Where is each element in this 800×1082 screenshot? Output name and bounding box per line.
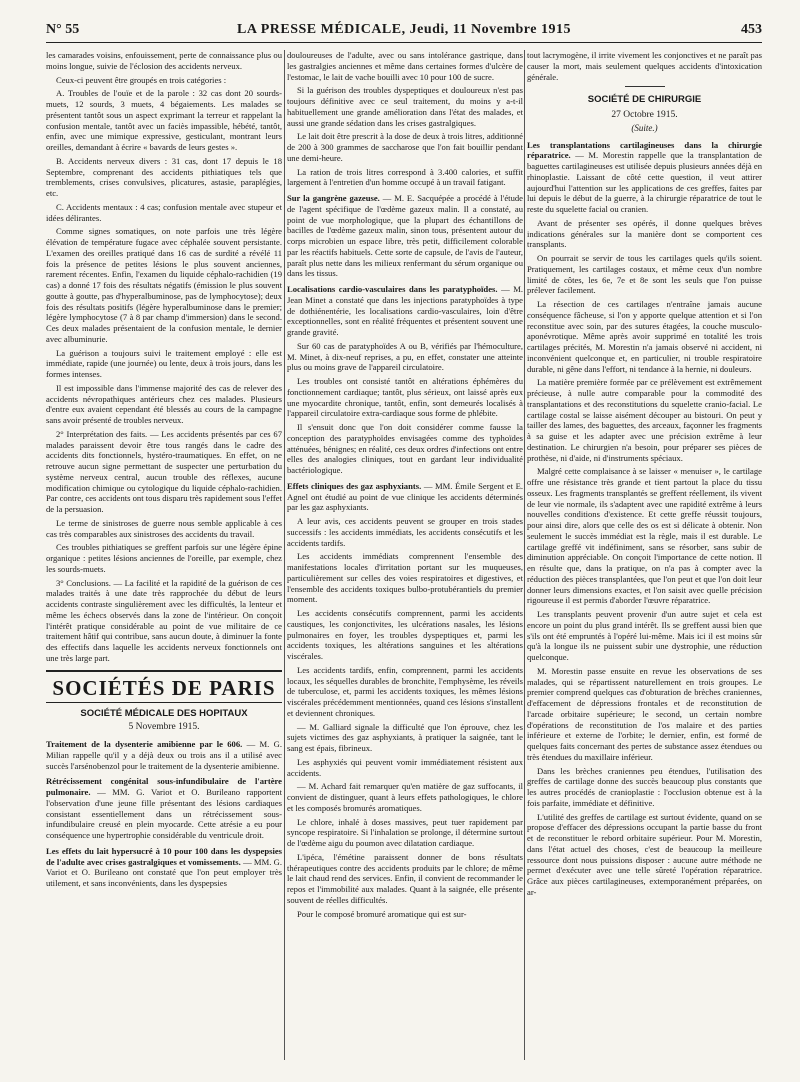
paragraph: Les accidents tardifs, enfin, comprennent, parmi les accidents locaux, les séquelles durables de bronchite, l'emphysème, les réveils de tuberculose, et, parmi les accidents toxiques, les mêmes lésions viscérales précédemment mentionnées, quand ces lésions s'installent et deviennent chroniques. — [287, 664, 523, 718]
paragraph: Le chlore, inhalé à doses massives, peut tuer rapidement par syncope respiratoire. Si l'inhalation se prolonge, il détermine surtout de l'œdème aigu du poumon avec dilatation cardiaque. — [287, 816, 523, 848]
paragraph: 3° Conclusions. — La facilité et la rapidité de la guérison de ces malades traités à une date très rapprochée du début de leurs accidents contraste singulièrement avec les difficultés, la lenteur et même les échecs observés dans la zone de l'intérieur. On conçoit l'intérêt pratique considérable au point de vue militaire de ce traitement hâtif qui contribue, sans aucun doute, à diminuer la fonte des effectifs dans laquelle les accidents nerveux fonctionnels ont une très large part. — [46, 577, 282, 663]
continued-note: (Suite.) — [631, 122, 658, 133]
paragraph: Si la guérison des troubles dyspeptiques et douloureux n'est pas toujours définitive avec ce seul traitement, du moins y a-t-il habituellement une grande amélioration dans l'état des malades, et aussi une grande sédation dans les crises gastralgiques. — [287, 85, 523, 128]
paragraph: L'ipéca, l'émétine paraissent donner de bons résultats thérapeutiques contre des accidents produits par le chlore; de même le lait chaud rend des services. Enfin, il convient de recommander le repos et l'immobilité aux malades. Quant à la saignée, elle présente souvent de réelles difficultés. — [287, 851, 523, 905]
paragraph: Le terme de sinistroses de guerre nous semble applicable à ces cas très comparables aux sinistroses des accidents du travail. — [46, 517, 282, 539]
article-text: — MM. G. Variot et O. Burileano rapportent l'observation d'une jeune fille présentant des lésions cardiaques consistant essentiellement dans un rétrécissement sous-infundibulaire creusé en plein myocarde. Cette atrésie a eu pour conséquence une hypertrophie considérable du ventricule droit. — [46, 787, 282, 840]
paragraph: Dans les brèches craniennes peu étendues, l'utilisation des greffes de cartilage donne des succès beaucoup plus constants que les autres procédés de cranioplastie : l'occlusion obtenue est à la fois parfaite, immédiate et définitive. — [527, 765, 762, 808]
article-text: — M. E. Sacquépée a procédé à l'étude de l'agent spécifique de l'œdème gazeux malin. Il a constaté, au point de vue morphologique, que la plupart des échantillons de bacilles de l'œdème gazeux malin, sinon tous, présentent autour du corps microbien un espace libre, très petit, difficilement colorable par les réactifs habituels. Cette sorte de capsule, de l'avis de l'auteur, paraît plus nette dans les milieux renfermant du sérum organique ou dans les tissus. — [287, 193, 523, 279]
column-rule — [284, 50, 285, 1060]
article — [46, 846, 282, 889]
article — [287, 193, 523, 279]
paragraph: les camarades voisins, enfouissement, perte de connaissance plus ou moins longue, suivie de l'éclosion des accidents nerveux. — [46, 50, 282, 71]
session-date: 5 Novembre 1915. — [128, 722, 200, 733]
article-text: — MM. Émile Sergent et E. Agnel ont étudié au point de vue clinique les accidents déterminés par les gaz asphyxiants. — [287, 480, 523, 513]
paragraph: Ceux-ci peuvent être groupés en trois catégories : — [56, 74, 227, 85]
society-title: SOCIÉTÉ DE CHIRURGIE — [587, 94, 702, 106]
paragraph: — M. Galliard signale la difficulté que l'on éprouve, chez les sujets victimes des gaz asphyxiants, à pratiquer la saignée, tant le sang est épais, fibrineux. — [287, 721, 523, 753]
divider — [625, 86, 665, 87]
article-text: — M. G. Milian rappelle qu'il y a déjà deux ou trois ans il a utilisé avec succès l'arsénobenzol pour le traitement de la dysenterie amibienne. — [46, 739, 282, 771]
column-2 — [287, 50, 523, 1070]
article-text: — M. Jean Minet a constaté que dans les injections paratyphoïdes à type de dothiénentérie, les localisations cardio-vasculaires, loin d'être exceptionnelles, sont en réalité fréquentes et présentent souvent une grande gravité. — [287, 284, 523, 337]
paragraph: A leur avis, ces accidents peuvent se grouper en trois stades successifs : les accidents immédiats, les accidents consécutifs et les accidents tardifs. — [287, 516, 523, 548]
paragraph: douloureuses de l'adulte, avec ou sans intolérance gastrique, dans les gastralgies anciennes et même dans certaines formes d'ulcère de l'estomac, le lait de vache bouilli avec 10 pour 100 de sucre. — [287, 50, 523, 82]
article-text: — M. Morestin rappelle que la transplantation de baguettes cartilagineuses est utilisée depuis plusieurs années déjà en rhinoplastie. Laissant de côté cette question, il veut attirer aujourd'hui l'attention sur les applications de ces greffes, faites par lui depuis le début de la guerre, à la chirurgie réparatrice de tout le reste du squelette facial ou cranien. — [527, 150, 762, 214]
paragraph: On pourrait se servir de tous les cartilages quels qu'ils soient. Pratiquement, les cartilages costaux, et même ceux d'un nombre limité de côtes, les 6e, 7e et 8e sont les seuls que l'on puisse prélever facilement. — [527, 253, 762, 296]
paragraph: La matière première formée par ce prélèvement est extrêmement précieuse, à nulle autre comparable pour la commodité des transplantations et des reconstitutions du squelette cranio-facial. Le cartilage costal se laisse aisément découper au bistouri. On peut y tailler des lames, des baguettes, des arceaux, façonner les fragments à sa guise et les adapter avec une précision extrême à leur destination. Le chirurgien n'a besoin, pour préparer ses pièces de prothèse, ni d'aide, ni d'instruments spéciaux. — [527, 377, 762, 463]
paragraph: Il est impossible dans l'immense majorité des cas de relever des accidents névropathiques antérieurs chez ces malades. Plusieurs d'entre eux avaient cependant été blessés au cours de la campagne sans avoir présenté de troubles nerveux. — [46, 382, 282, 425]
paragraph: A. Troubles de l'ouïe et de la parole : 32 cas dont 20 sourds-muets, 12 sourds, 3 muets, 4 bégaiements. Les malades se présentent tantôt sous un aspect exprimant la terreur et rappelant la confusion mentale, tantôt avec un faciès impassible, hébété, tantôt, enfin, avec une mimique expressive, gesticulant, montrant leurs oreilles, demandant à écrire « bavards de leurs gestes ». — [46, 88, 282, 152]
paragraph: La résection de ces cartilages n'entraîne jamais aucune conséquence fâcheuse, si l'on y apporte quelque attention et si l'on reconstitue avec soin, par des sutures étagées, la couche musculo-aponévrotique. Même après avoir supprimé en totalité les trois cartilages précités, M. Morestin n'a jamais observé ni accident, ni inconvénient quelconque et, en particulier, ni trouble respiratoire durable, ni gêne dans l'effort, ni tendance à la hernie, ni douleurs. — [527, 299, 762, 374]
article-heading: Traitement de la dysenterie amibienne par le 606. — [46, 739, 243, 749]
paragraph: La ration de trois litres correspond à 3.400 calories, et suffit largement à l'entretien d'un homme occupé à un travail fatigant. — [287, 166, 523, 188]
column-3 — [527, 50, 762, 1070]
paragraph: Sur 60 cas de paratyphoïdes A ou B, vérifiés par l'hémoculture, M. Minet, à dix-neuf reprises, a pu, en effet, constater une atteinte plus ou moins grave de l'appareil circulatoire. — [287, 340, 523, 373]
article — [287, 284, 523, 338]
paragraph: C. Accidents mentaux : 4 cas; confusion mentale avec stupeur et idées délirantes. — [46, 201, 282, 223]
paragraph: Comme signes somatiques, on note parfois une très légère élévation de température fugace avec céphalée souvent persistante. L'examen des oreilles pratiqué dans 16 cas de surdité a révélé 11 fois la présence de petites lésions le plus souvent anciennes, rarement récentes. Enfin, l'examen du liquide céphalo-rachidien (19 cas) a donné 17 fois des résultats négatifs (émission le plus souvent goutte à goutte, pas d'hyperalbuminose, pas de lymphocytose); deux fois des résultats positifs (légère hyperalbuminose dans le premier; légère lymphocytose (7 à 8 par champ d'immersion) dans le second. Ces deux malades présentaient de la confusion mentale, le dernier avec albuminurie. — [46, 226, 282, 344]
article-heading: Localisations cardio-vasculaires dans les paratyphoïdes. — [287, 284, 498, 294]
paragraph: — M. Achard fait remarquer qu'en matière de gaz suffocants, il convient de distinguer, quant à leurs effets pathologiques, le chlore et les composés bromurés aromatiques. — [287, 781, 523, 813]
article-heading: Sur la gangrène gazeuse. — [287, 193, 380, 203]
paragraph: B. Accidents nerveux divers : 31 cas, dont 17 depuis le 18 Septembre, comprenant des accidents pithiatiques tels que tremblements, crises convulsives, plicatures, astasie, paraplégies, etc. — [46, 155, 282, 198]
article — [46, 739, 282, 771]
article-heading: Effets cliniques des gaz asphyxiants. — [287, 480, 422, 491]
issue-number: N° 55 — [46, 22, 80, 37]
paragraph: Les asphyxiés qui peuvent vomir immédiatement résistent aux accidents. — [287, 756, 523, 778]
paragraph: Ces troubles pithiatiques se greffent parfois sur une légère épine organique : petites lésions anciennes de l'oreille, par exemple, chez les sourds-muets. — [46, 542, 282, 574]
paragraph: Pour le composé bromuré aromatique qui est sur- — [297, 908, 467, 919]
article-text: — MM. G. Variot et O. Burileano ont constaté que l'on peut employer très utilement, et sans inconvénients, dans les dyspepsies — [46, 856, 282, 888]
column-rule — [524, 50, 525, 1060]
article-heading: Les transplantations cartilagineuses dans la chirurgie réparatrice. — [527, 139, 762, 161]
paragraph: L'utilité des greffes de cartilage est surtout évidente, quand on se propose d'effacer des dépressions occupant la partie basse du front et de reconstituer le rebord orbitaire supérieur. Pour M. Morestin, dans l'état actuel des choses, c'est de beaucoup la meilleure ressource dont nous puissions disposer : aucune autre méthode ne permet d'exécuter avec une telle sûreté l'opération réparatrice. Grâce aux pièces cartilagineuses, extemporanément préparées, on ar- — [527, 811, 762, 897]
paragraph: Les troubles ont consisté tantôt en altérations éphémères du fonctionnement cardiaque; tantôt, plus sérieux, ont laissé après eux une myocardite chronique, tantôt, enfin, sont demeurés localisés à l'appareil circulatoire extra-cardiaque sous forme de phlébite. — [287, 376, 523, 419]
paragraph: tout lacrymogène, il irrite vivement les conjonctives et ne paraît pas causer la mort, mais seulement quelques accidents d'intoxication générale. — [527, 50, 762, 82]
paragraph: Les transplants peuvent provenir d'un autre sujet et cela est encore un point du plus grand intérêt. Ils se greffent aussi bien que s'ils ont été empruntés à l'opéré lui-même. Mais ici il est moins sûr qu'à la longue ils ne puissent subir une dystrophie, une réduction quelconque. — [527, 609, 762, 662]
paragraph: Les accidents consécutifs comprennent, parmi les accidents caustiques, les conjonctivites, les ulcérations nasales, les lésions pulmonaires en foyer, les troubles dyspeptiques et, parmi les accidents toxiques, les altérations sanguines et les altérations viscérales. — [287, 608, 523, 661]
article-heading: Les effets du lait hypersucré à 10 pour 100 dans les dyspepsies de l'adulte avec crises gastralgiques et vomissements. — [46, 845, 282, 867]
page-header — [46, 22, 762, 43]
article — [287, 481, 523, 513]
paragraph: Le lait doit être prescrit à la dose de deux à trois litres, additionné de 200 à 300 grammes de saccharose que l'on fait bouillir pendant une demi-heure. — [287, 131, 523, 163]
journal-title: LA PRESSE MÉDICALE, Jeudi, 11 Novembre 1915 — [237, 22, 571, 37]
article — [46, 776, 282, 841]
paragraph: Il s'ensuit donc que l'on doit considérer comme fausse la conception des paratyphoïdes envisagées comme des typhoïdes atténuées, bénignes; en réalité, ces deux ordres d'infections ont entre elles des analogies cliniques, tout en gardant leur individualité bactériologique. — [287, 422, 523, 475]
society-title: SOCIÉTÉ MÉDICALE DES HOPITAUX — [80, 707, 248, 719]
article-heading: Rétrécissement congénital sous-infundibulaire de l'artère pulmonaire. — [46, 776, 282, 797]
paragraph: Les accidents immédiats comprennent l'ensemble des manifestations locales d'irritation portant sur les muqueuses, particulièrement sur celles des voies respiratoires et digestives, et l'ensemble des accidents toxiques bulbo-protubérantiels du premier moment. — [287, 551, 523, 605]
paragraph: Malgré cette complaisance à se laisser « menuiser », le cartilage offre une résistance très grande et tient partout la place du tissu osseux. Les fragments transplantés se greffent réellement, ils vivent de leur vie normale, ils s'adaptent avec une rapidité extrême à leurs nouvelles conditions d'existence. Et cette greffe réussit toujours, pour ainsi dire, alors que celle des os est si délicate à obtenir. Non seulement le succès immédiat est la règle, mais il est durable. Le cartilage greffé vit indéfiniment, sans se résorber, sans subir de diminution appréciable. On conçoit l'importance de cette notion. Il en résulte que, dans la pratique, on n'a pas à compter avec la réduction des pièces transplantées, que l'on peut et que l'on doit leur donner leurs dimensions exactes, et l'on saisit avec quelle précision rigoureuse il est permis d'aborder l'œuvre réparatrice. — [527, 466, 762, 606]
article — [527, 140, 762, 215]
paragraph: La guérison a toujours suivi le traitement employé : elle est immédiate, rapide (une journée) ou lente, deux à trois jours, dans les formes intenses. — [46, 347, 282, 379]
column-1 — [46, 50, 282, 1070]
session-date: 27 Octobre 1915. — [611, 110, 678, 120]
paragraph: M. Morestin passe ensuite en revue les observations de ses malades, qui se répartissent naturellement en trois groupes. Le premier comprend quelques cas d'obturation de brèches craniennes, d'effacement de dépressions frontales et de reconstitution de l'arcade orbitaire supérieure; le second, un certain nombre d'opérations de reconstitution de l'os malaire et des parties inférieure et externe de l'orbite; le dernier, enfin, est formé de quelques faits concernant des pertes de substance assez étendues ou très étendues du maxillaire inférieur. — [527, 665, 762, 762]
section-title: SOCIÉTÉS DE PARIS — [46, 670, 282, 703]
paragraph: Avant de présenter ses opérés, il donne quelques brèves indications générales sur la manière dont se comportent ces transplants. — [527, 217, 762, 250]
paragraph: 2° Interprétation des faits. — Les accidents présentés par ces 67 malades paraissent devoir être tous rangés dans le cadre des accidents dits fonctionnels, hystéro-traumatiques. En effet, on ne retrouve aucun signe permettant de suspecter une perturbation du système nerveux central, aucun trouble des réflexes, aucune modification chimique ou cytologique du liquide céphalo-rachidien. Par contre, ces accidents ont tous disparu très rapidement sous l'effet de la persuasion. — [46, 428, 282, 514]
page-number: 453 — [741, 22, 762, 37]
